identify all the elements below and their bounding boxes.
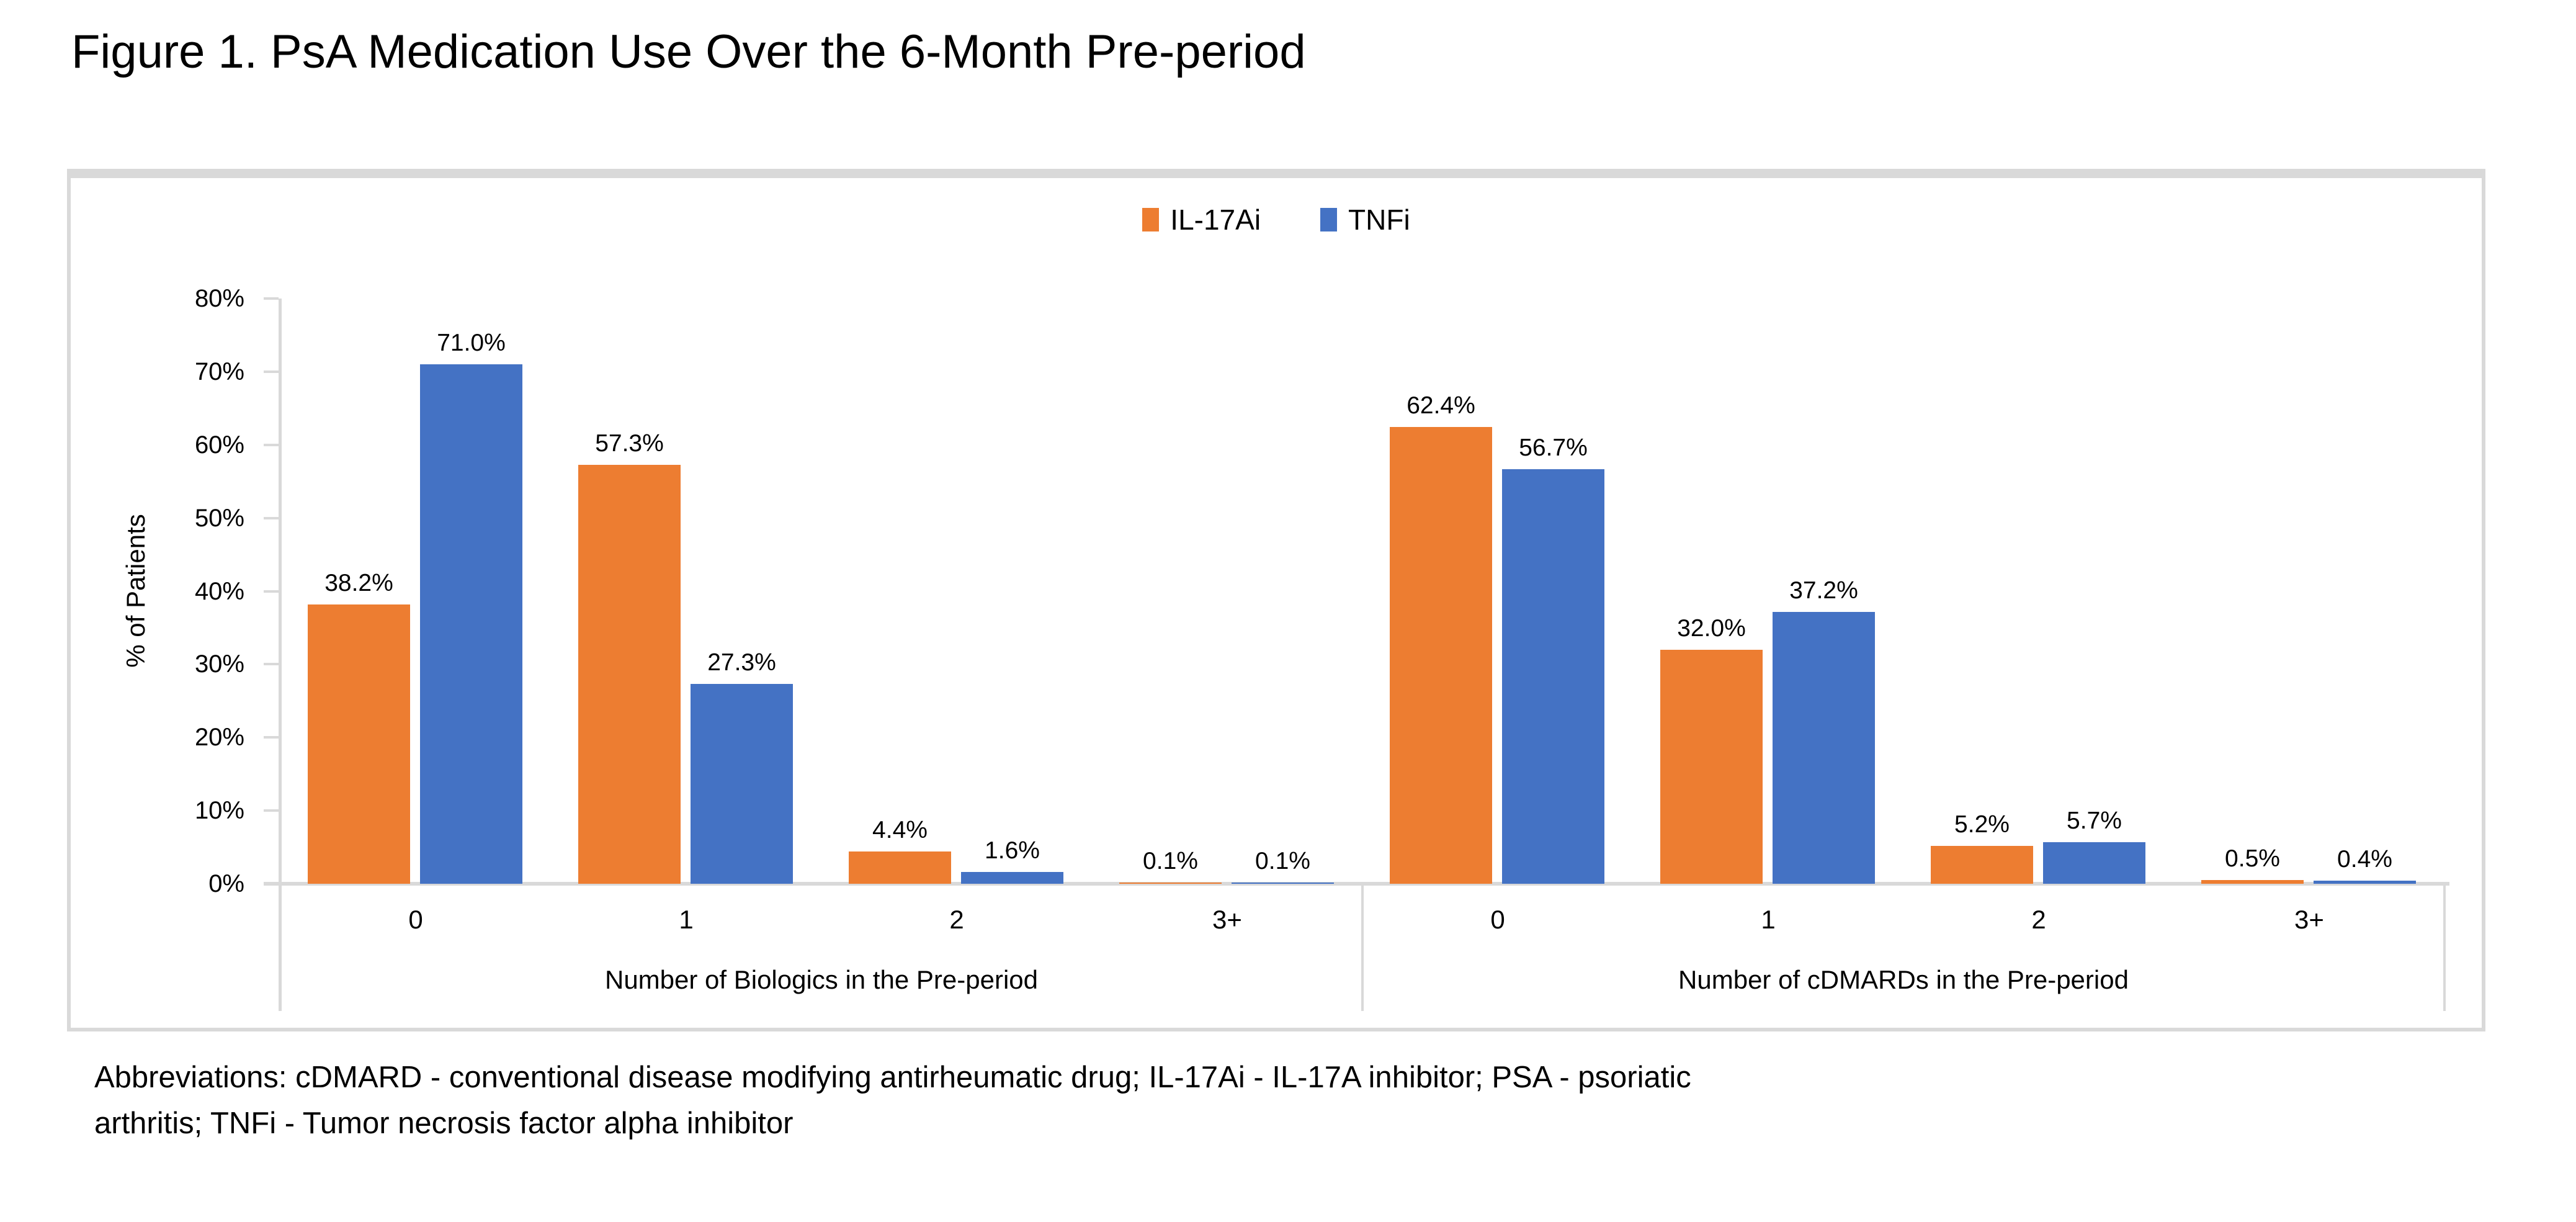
x-category-label: 2 (949, 905, 964, 934)
y-tick-mark (264, 517, 279, 519)
plot-area (71, 178, 2482, 1028)
bar-tnfi-1 (1773, 612, 1875, 884)
bar-label-il17ai-2: 4.4% (872, 817, 928, 843)
footer-abbreviations (94, 1055, 2477, 1146)
bar-tnfi-0 (420, 364, 522, 884)
x-category-label: 1 (1761, 905, 1776, 934)
bar-il17ai-2 (1931, 846, 2033, 884)
bar-label-il17ai-1: 57.3% (595, 430, 664, 457)
y-tick-label: 0% (208, 870, 244, 897)
bar-il17ai-3+ (2201, 880, 2304, 884)
bar-tnfi-1 (691, 684, 793, 884)
y-tick-mark (264, 371, 279, 373)
y-tick-label: 60% (194, 431, 244, 459)
y-tick-mark (264, 444, 279, 446)
legend (71, 205, 2482, 234)
y-tick-label: 70% (194, 357, 244, 385)
bar-label-tnfi-3+: 0.1% (1255, 848, 1310, 874)
y-tick-label: 30% (194, 650, 244, 678)
y-tick-mark (264, 736, 279, 739)
bar-label-tnfi-2: 1.6% (985, 837, 1040, 864)
bar-label-tnfi-1: 37.2% (1789, 577, 1858, 604)
y-tick-mark (264, 883, 279, 885)
legend-swatch-icon (1142, 208, 1159, 231)
y-tick-label: 80% (194, 285, 244, 312)
chart-frame (67, 169, 2485, 1031)
bar-label-tnfi-0: 56.7% (1519, 434, 1588, 461)
legend-item-il17ai (1142, 205, 1261, 234)
y-tick-mark (264, 590, 279, 593)
bar-tnfi-3+ (1232, 883, 1334, 884)
bar-tnfi-0 (1502, 469, 1604, 884)
y-tick-label: 40% (194, 577, 244, 605)
bar-label-il17ai-0: 62.4% (1407, 392, 1475, 419)
x-category-label: 0 (408, 905, 423, 934)
bar-label-il17ai-1: 32.0% (1677, 615, 1746, 642)
bar-il17ai-1 (1660, 650, 1763, 884)
legend-label: IL-17Ai (1170, 204, 1261, 236)
legend-item-tnfi (1320, 205, 1410, 234)
bar-tnfi-2 (961, 872, 1063, 884)
bar-il17ai-0 (1390, 427, 1492, 884)
bar-label-tnfi-1: 27.3% (707, 649, 776, 676)
y-tick-label: 50% (194, 504, 244, 532)
bar-label-tnfi-0: 71.0% (437, 330, 506, 356)
legend-label: TNFi (1348, 204, 1410, 236)
x-category-label: 3+ (2294, 905, 2324, 934)
footer-line-1: Abbreviations: cDMARD - conventional disease modifying antirheumatic drug; IL-17Ai - IL-17A inhibitor; PSA - psoriatic (94, 1061, 1691, 1094)
bar-il17ai-0 (308, 604, 410, 884)
x-category-label: 3+ (1212, 905, 1242, 934)
footer-line-2: arthritis; TNFi - Tumor necrosis factor alpha inhibitor (94, 1106, 794, 1140)
bar-label-il17ai-0: 38.2% (324, 570, 393, 596)
x-category-label: 2 (2031, 905, 2046, 934)
x-group-title: Number of cDMARDs in the Pre-period (1678, 965, 2129, 994)
bar-tnfi-3+ (2314, 881, 2416, 884)
page-title: Figure 1. PsA Medication Use Over the 6-Month Pre-period (71, 25, 1306, 78)
bar-label-il17ai-3+: 0.5% (2225, 845, 2280, 872)
bar-label-il17ai-3+: 0.1% (1143, 848, 1198, 874)
x-category-label: 1 (679, 905, 694, 934)
bar-label-tnfi-2: 5.7% (2067, 807, 2122, 834)
bar-tnfi-2 (2043, 842, 2145, 884)
y-tick-mark (264, 663, 279, 665)
legend-swatch-icon (1320, 208, 1337, 231)
x-group-title: Number of Biologics in the Pre-period (604, 965, 1038, 994)
y-tick-mark (264, 297, 279, 300)
y-tick-mark (264, 809, 279, 812)
bar-label-tnfi-3+: 0.4% (2337, 846, 2392, 873)
y-tick-label: 10% (194, 797, 244, 825)
bar-label-il17ai-2: 5.2% (1954, 811, 2010, 838)
y-tick-label: 20% (194, 724, 244, 752)
y-axis-title: % of Patients (121, 514, 150, 668)
x-category-label: 0 (1490, 905, 1505, 934)
bar-il17ai-3+ (1119, 883, 1222, 884)
